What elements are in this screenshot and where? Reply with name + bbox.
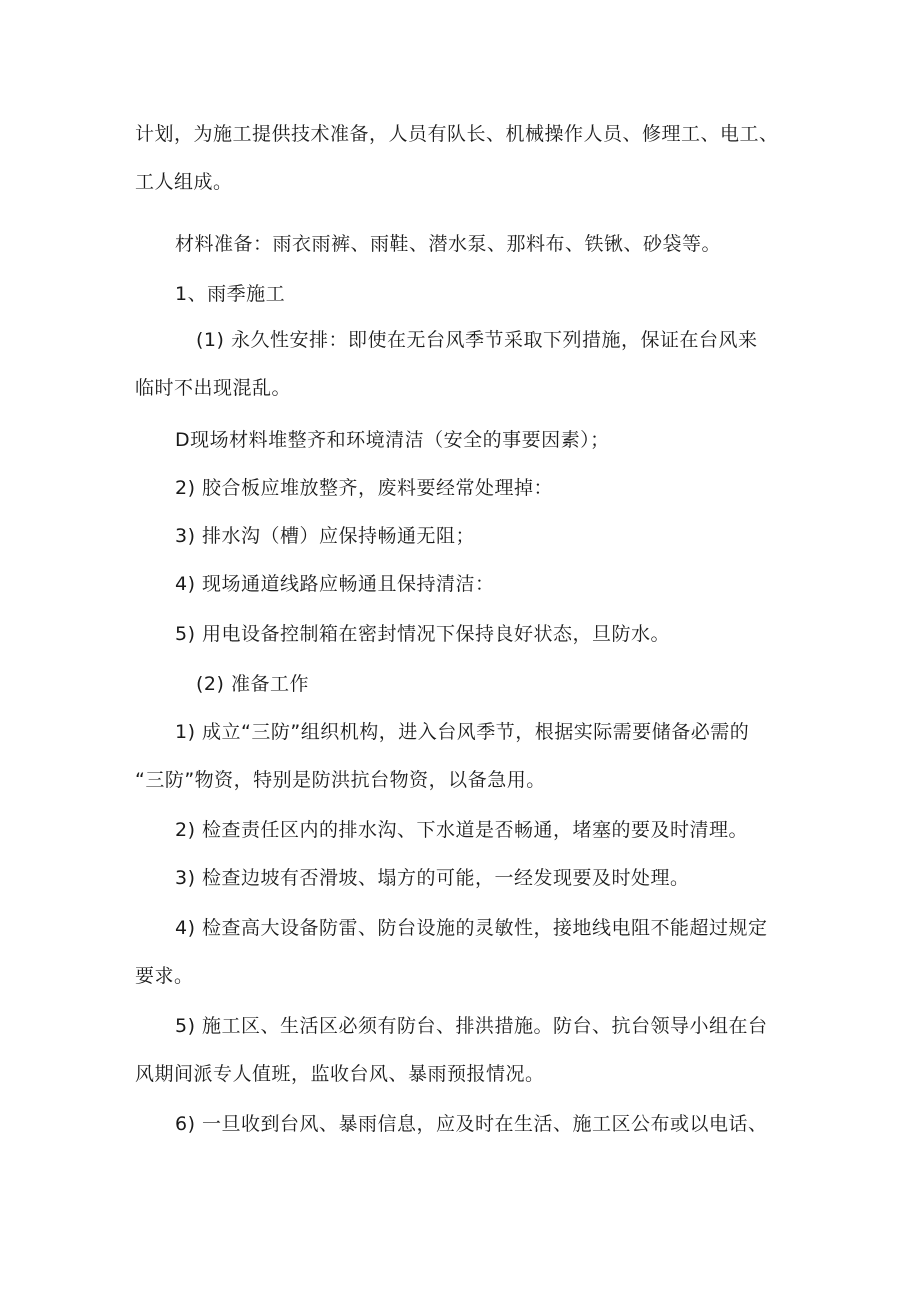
list-item-2: 2) 胶合板应堆放整齐，废料要经常处理掉： [175,477,554,499]
prep-item-1: 1) 成立“三防”组织机构，进入台风季节，根据实际需要储备必需的 [175,721,750,743]
prep-item-3: 3) 检查边坡有否滑坡、塌方的可能，一经发现要及时处理。 [175,867,690,889]
prep-item-1-continued: “三防”物资，特别是防洪抗台物资，以备急用。 [135,769,546,791]
list-item-1: D现场材料堆整齐和环境清洁（安全的事要因素）； [175,429,610,451]
section-heading-rain-season: 1、雨季施工 [175,283,286,305]
prep-item-4: 4) 检查高大设备防雷、防台设施的灵敏性，接地线电阻不能超过规定 [175,917,768,939]
list-item-3: 3) 排水沟（槽）应保持畅通无阻； [175,525,476,547]
text-line-2: 工人组成。 [135,171,233,193]
list-item-4: 4) 现场通道线路应畅通且保持清洁： [175,573,495,595]
text-line-1: 计划，为施工提供技术准备，人员有队长、机械操作人员、修理工、电工、 [135,123,779,145]
prep-item-6: 6) 一旦收到台风、暴雨信息，应及时在生活、施工区公布或以电话、 [175,1113,768,1135]
prep-item-4-continued: 要求。 [135,965,194,987]
text-line-3: 材料准备：雨衣雨裤、雨鞋、潜水泵、那料布、铁锹、砂袋等。 [175,233,722,255]
subsection-heading-preparation: (2) 准备工作 [196,673,309,695]
prep-item-5: 5) 施工区、生活区必须有防台、排洪措施。防台、抗台领导小组在台 [175,1015,768,1037]
text-line-6: 临时不出现混乱。 [135,377,292,399]
prep-item-2: 2) 检查责任区内的排水沟、下水道是否畅通，堵塞的要及时清理。 [175,819,749,841]
list-item-5: 5) 用电设备控制箱在密封情况下保持良好状态，旦防水。 [175,623,671,645]
text-line-5: (1) 永久性安排：即使在无台风季节采取下列措施，保证在台风来 [196,329,758,351]
prep-item-5-continued: 风期间派专人值班，监收台风、暴雨预报情况。 [135,1063,545,1085]
